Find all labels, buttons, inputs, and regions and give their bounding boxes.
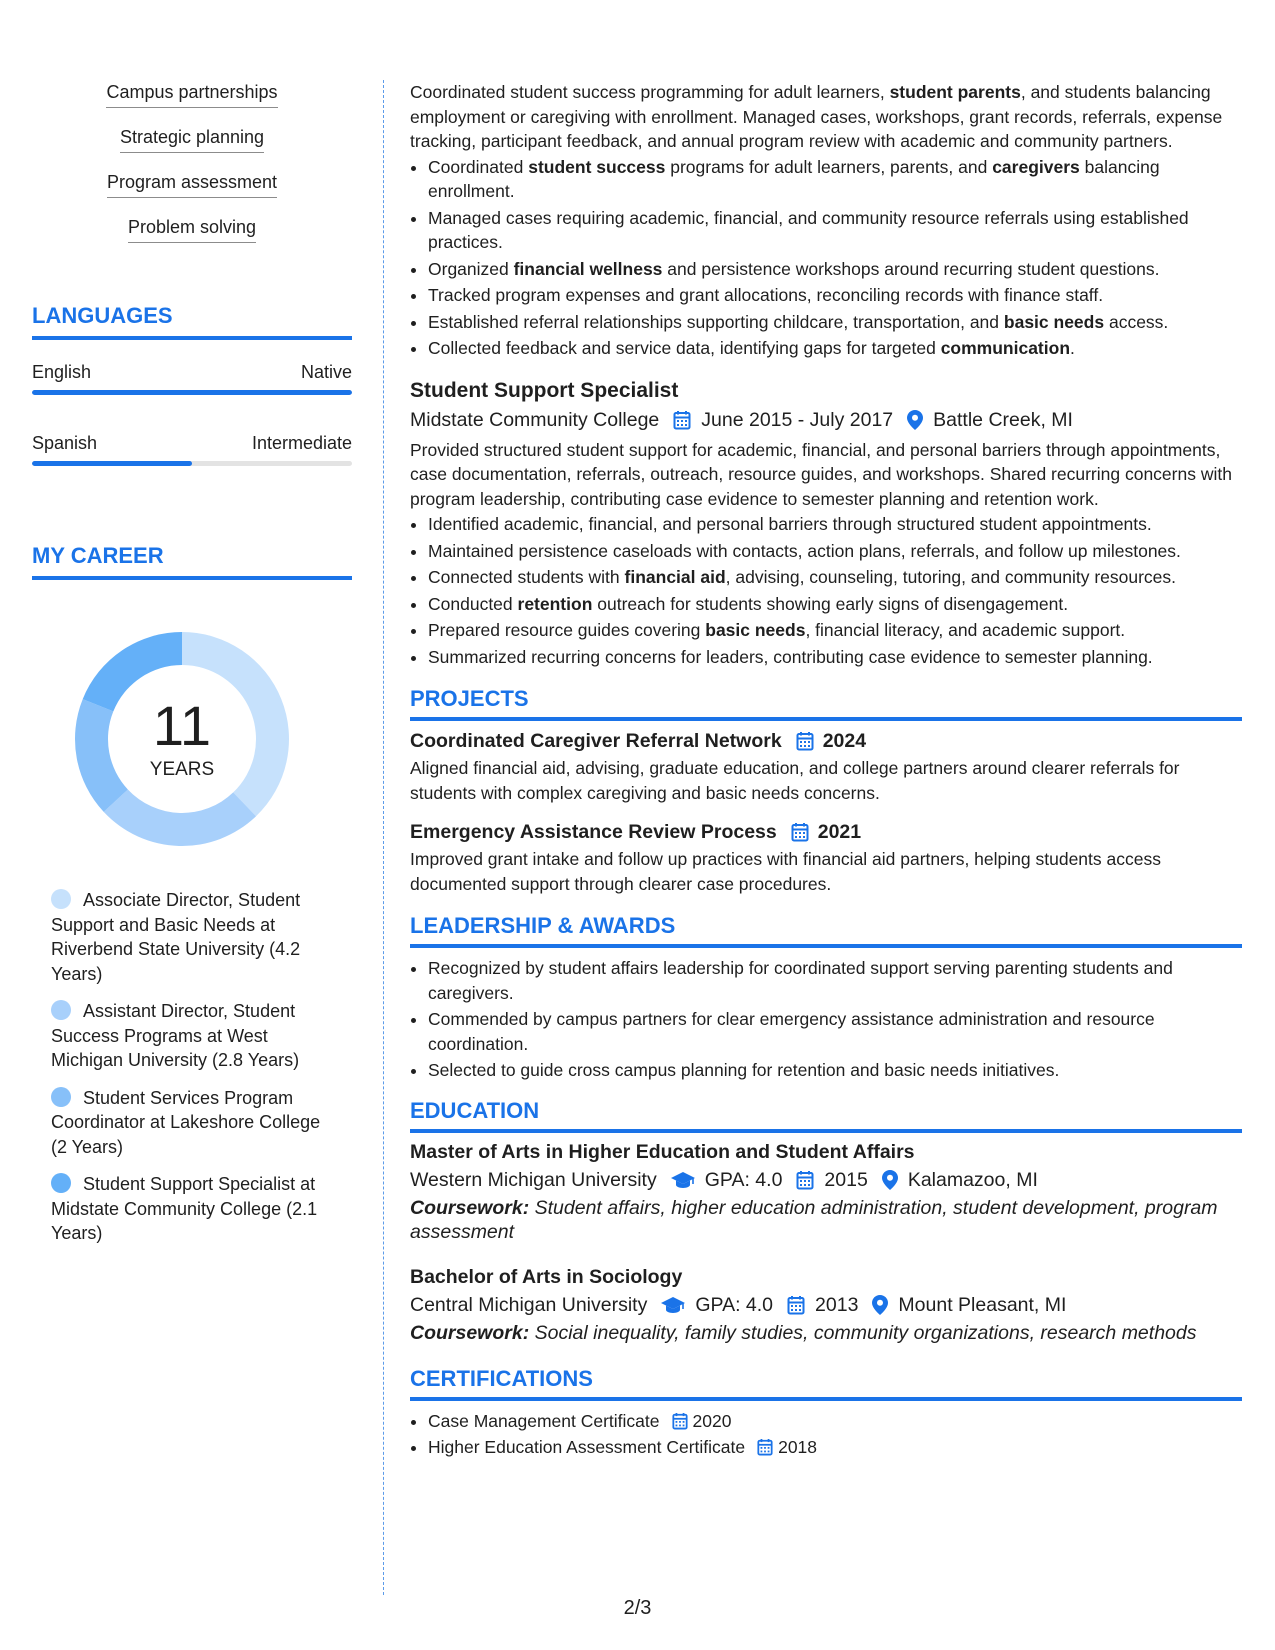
career-donut-chart [67, 624, 297, 854]
project-title-row [410, 819, 1242, 845]
education-year-text: 2015 [824, 1168, 868, 1191]
job-bullet: • Connected students with financial aid, advising, counseling, tutoring, and community resources. [428, 565, 1242, 590]
career-section [32, 542, 352, 1246]
section-rule [32, 576, 352, 580]
section-rule [410, 1397, 1242, 1401]
skill-item: Campus partnerships [106, 80, 277, 108]
experience-entry-continued [410, 80, 1242, 361]
project-title: Coordinated Caregiver Referral Network [410, 730, 782, 752]
section-title-career: MY CAREER [32, 543, 164, 568]
legend-dot [51, 1087, 71, 1107]
certification-name: • Case Management Certificate [428, 1410, 660, 1431]
career-legend-label: Student Support Specialist at Midstate Community College (2.1 Years) [51, 1174, 318, 1243]
location-pin-icon [872, 1295, 888, 1315]
location-pin-icon [882, 1170, 898, 1190]
certification-item [428, 1435, 1242, 1460]
education-location-text: Mount Pleasant, MI [898, 1293, 1067, 1316]
career-legend-label: Student Services Program Coordinator at Lakeshore College (2 Years) [51, 1087, 321, 1157]
job-company: Midstate Community College [410, 408, 660, 431]
language-item [32, 360, 352, 395]
skills-list [32, 80, 352, 260]
leadership-bullet: • Commended by campus partners for clear emergency assistance administration and resource coordination. [428, 1007, 1242, 1056]
certifications-section [410, 1365, 1242, 1460]
project-year: 2024 [822, 730, 867, 752]
section-rule [410, 944, 1242, 948]
calendar-icon [757, 1438, 773, 1456]
certification-name: • Higher Education Assessment Certificate [428, 1437, 746, 1457]
education-gpa [671, 1166, 783, 1194]
proficiency-bar-fill [32, 461, 192, 466]
education-location [882, 1166, 1038, 1194]
language-level: Intermediate [251, 433, 352, 453]
job-location-text: Battle Creek, MI [933, 408, 1073, 431]
projects-section [410, 685, 1242, 896]
job-dates-text: June 2015 - July 2017 [701, 408, 894, 431]
project-description: Improved grant intake and follow up practices with financial aid partners, helping students access documented support through clearer case procedures. [410, 849, 1161, 894]
job-bullet: • Managed cases requiring academic, financial, and community resource referrals using established practices. [428, 206, 1242, 255]
job-bullet: • Organized financial wellness and persistence workshops around recurring student questions. [428, 257, 1242, 282]
career-legend-item [51, 999, 321, 1073]
skill-item: Program assessment [107, 170, 277, 198]
education-item [410, 1139, 1242, 1244]
education-location [872, 1291, 1066, 1319]
gpa-text: GPA: 4.0 [695, 1293, 774, 1316]
section-title-education: EDUCATION [410, 1097, 540, 1123]
coursework-text: Student affairs, higher education administration, student development, program assessment [410, 1196, 1218, 1243]
main-column [410, 80, 1242, 1462]
career-legend [51, 888, 321, 1246]
education-location-text: Kalamazoo, MI [907, 1168, 1038, 1191]
job-location [907, 406, 1073, 434]
coursework-text: Social inequality, family studies, community organizations, research methods [534, 1321, 1197, 1344]
career-legend-item [51, 1172, 321, 1246]
legend-dot [51, 889, 71, 909]
career-legend-label: Assistant Director, Student Success Programs at West Michigan University (2.8 Years) [51, 1001, 300, 1070]
job-bullets [410, 155, 1242, 361]
job-title: Student Support Specialist [410, 378, 679, 402]
section-title-projects: PROJECTS [410, 686, 529, 711]
section-rule [410, 717, 1242, 721]
proficiency-bar-fill [32, 390, 352, 395]
career-years-label: YEARS [149, 759, 215, 780]
coursework-label: Coursework: [410, 1321, 530, 1344]
education-year-text: 2013 [815, 1293, 859, 1316]
page-number: 2/3 [623, 1597, 652, 1619]
experience-entry [410, 377, 1242, 670]
education-section [410, 1097, 1242, 1345]
education-meta [410, 1166, 1242, 1194]
career-legend-label: Associate Director, Student Support and Basic Needs at Riverbend State University (4.2 Years) [51, 890, 301, 984]
language-item [32, 431, 352, 466]
certification-year: 2020 [692, 1410, 732, 1431]
language-level: Native [300, 362, 352, 382]
education-year [796, 1166, 867, 1194]
gpa-text: GPA: 4.0 [704, 1168, 783, 1191]
degree-title: Bachelor of Arts in Sociology [410, 1265, 683, 1288]
legend-dot [51, 1000, 71, 1020]
job-meta [410, 406, 1242, 434]
calendar-icon [796, 1170, 814, 1190]
section-title-leadership: LEADERSHIP & AWARDS [410, 913, 676, 938]
job-bullets [410, 512, 1242, 669]
project-title-row [410, 728, 1242, 754]
certification-item [428, 1409, 1242, 1434]
career-legend-item [51, 1086, 321, 1160]
job-summary: Coordinated student success programming for adult learners, student parents, and students balancing employment or caregiving with enrollment. Managed cases, workshops, grant records, referrals, expense tracking, participant feedback, and annual program review with academic and community partners. [410, 82, 1223, 151]
skill-item: Problem solving [128, 215, 256, 243]
job-summary: Provided structured student support for academic, financial, and personal barriers through appointments, case documentation, referrals, outreach, resource guides, and workshops. Shared recurring concerns with program leadership, contributing case evidence to semester planning and retention work. [410, 439, 1232, 509]
project-title: Emergency Assistance Review Process [410, 821, 777, 843]
leadership-bullets [410, 956, 1242, 1083]
section-rule [410, 1129, 1242, 1133]
coursework [410, 1321, 1242, 1345]
skill-item: Strategic planning [120, 125, 264, 153]
coursework-label: Coursework: [410, 1196, 530, 1219]
career-total-years: 11 [152, 694, 212, 757]
education-year [787, 1291, 858, 1319]
donut-center [67, 624, 297, 854]
section-rule [32, 336, 352, 340]
certification-list [410, 1409, 1242, 1460]
sidebar [32, 80, 352, 1259]
education-item [410, 1264, 1242, 1345]
calendar-icon [791, 822, 809, 842]
education-meta [410, 1291, 1242, 1319]
calendar-icon [672, 1412, 688, 1430]
job-bullet: • Coordinated student success programs for adult learners, parents, and caregivers balancing enrollment. [428, 155, 1242, 204]
language-name: Spanish [32, 433, 98, 453]
column-divider [383, 80, 384, 1595]
leadership-bullet: • Recognized by student affairs leadership for coordinated support serving parenting students and caregivers. [428, 956, 1242, 1005]
school-name: Western Michigan University [410, 1168, 657, 1191]
coursework [410, 1196, 1242, 1244]
certification-year: 2018 [778, 1437, 818, 1457]
job-bullet: • Summarized recurring concerns for leaders, contributing case evidence to semester planning. [428, 645, 1242, 670]
job-bullet: • Maintained persistence caseloads with contacts, action plans, referrals, and follow up milestones. [428, 539, 1242, 564]
leadership-section [410, 912, 1242, 1083]
job-bullet: • Prepared resource guides covering basic needs, financial literacy, and academic support. [428, 618, 1242, 643]
proficiency-bar [32, 390, 352, 395]
language-name: English [32, 362, 92, 382]
leadership-bullet: • Selected to guide cross campus planning for retention and basic needs initiatives. [428, 1058, 1242, 1083]
calendar-icon [787, 1295, 805, 1315]
proficiency-bar [32, 461, 352, 466]
school-name: Central Michigan University [410, 1293, 648, 1316]
languages-section [32, 302, 352, 466]
degree-title: Master of Arts in Higher Education and Student Affairs [410, 1140, 915, 1163]
career-legend-item [51, 888, 321, 986]
project-year: 2021 [817, 821, 862, 843]
graduation-cap-icon [671, 1171, 695, 1189]
project-item [410, 819, 1242, 896]
job-bullet: • Collected feedback and service data, identifying gaps for targeted communication. [428, 336, 1242, 361]
job-bullet: • Established referral relationships supporting childcare, transportation, and basic needs access. [428, 310, 1242, 335]
project-description: Aligned financial aid, advising, graduate education, and college partners around clearer referrals for students with complex caregiving and basic needs concerns. [410, 758, 1180, 803]
calendar-icon [796, 731, 814, 751]
section-title-languages: LANGUAGES [32, 303, 173, 328]
job-dates [673, 406, 893, 434]
job-bullet: • Conducted retention outreach for students showing early signs of disengagement. [428, 592, 1242, 617]
job-bullet: • Tracked program expenses and grant allocations, reconciling records with finance staff. [428, 283, 1242, 308]
calendar-icon [673, 410, 691, 430]
section-title-certifications: CERTIFICATIONS [410, 1365, 593, 1391]
location-pin-icon [907, 410, 923, 430]
education-gpa [661, 1291, 773, 1319]
graduation-cap-icon [661, 1296, 685, 1314]
legend-dot [51, 1173, 71, 1193]
project-item [410, 728, 1242, 805]
job-bullet: • Identified academic, financial, and personal barriers through structured student appointments. [428, 512, 1242, 537]
